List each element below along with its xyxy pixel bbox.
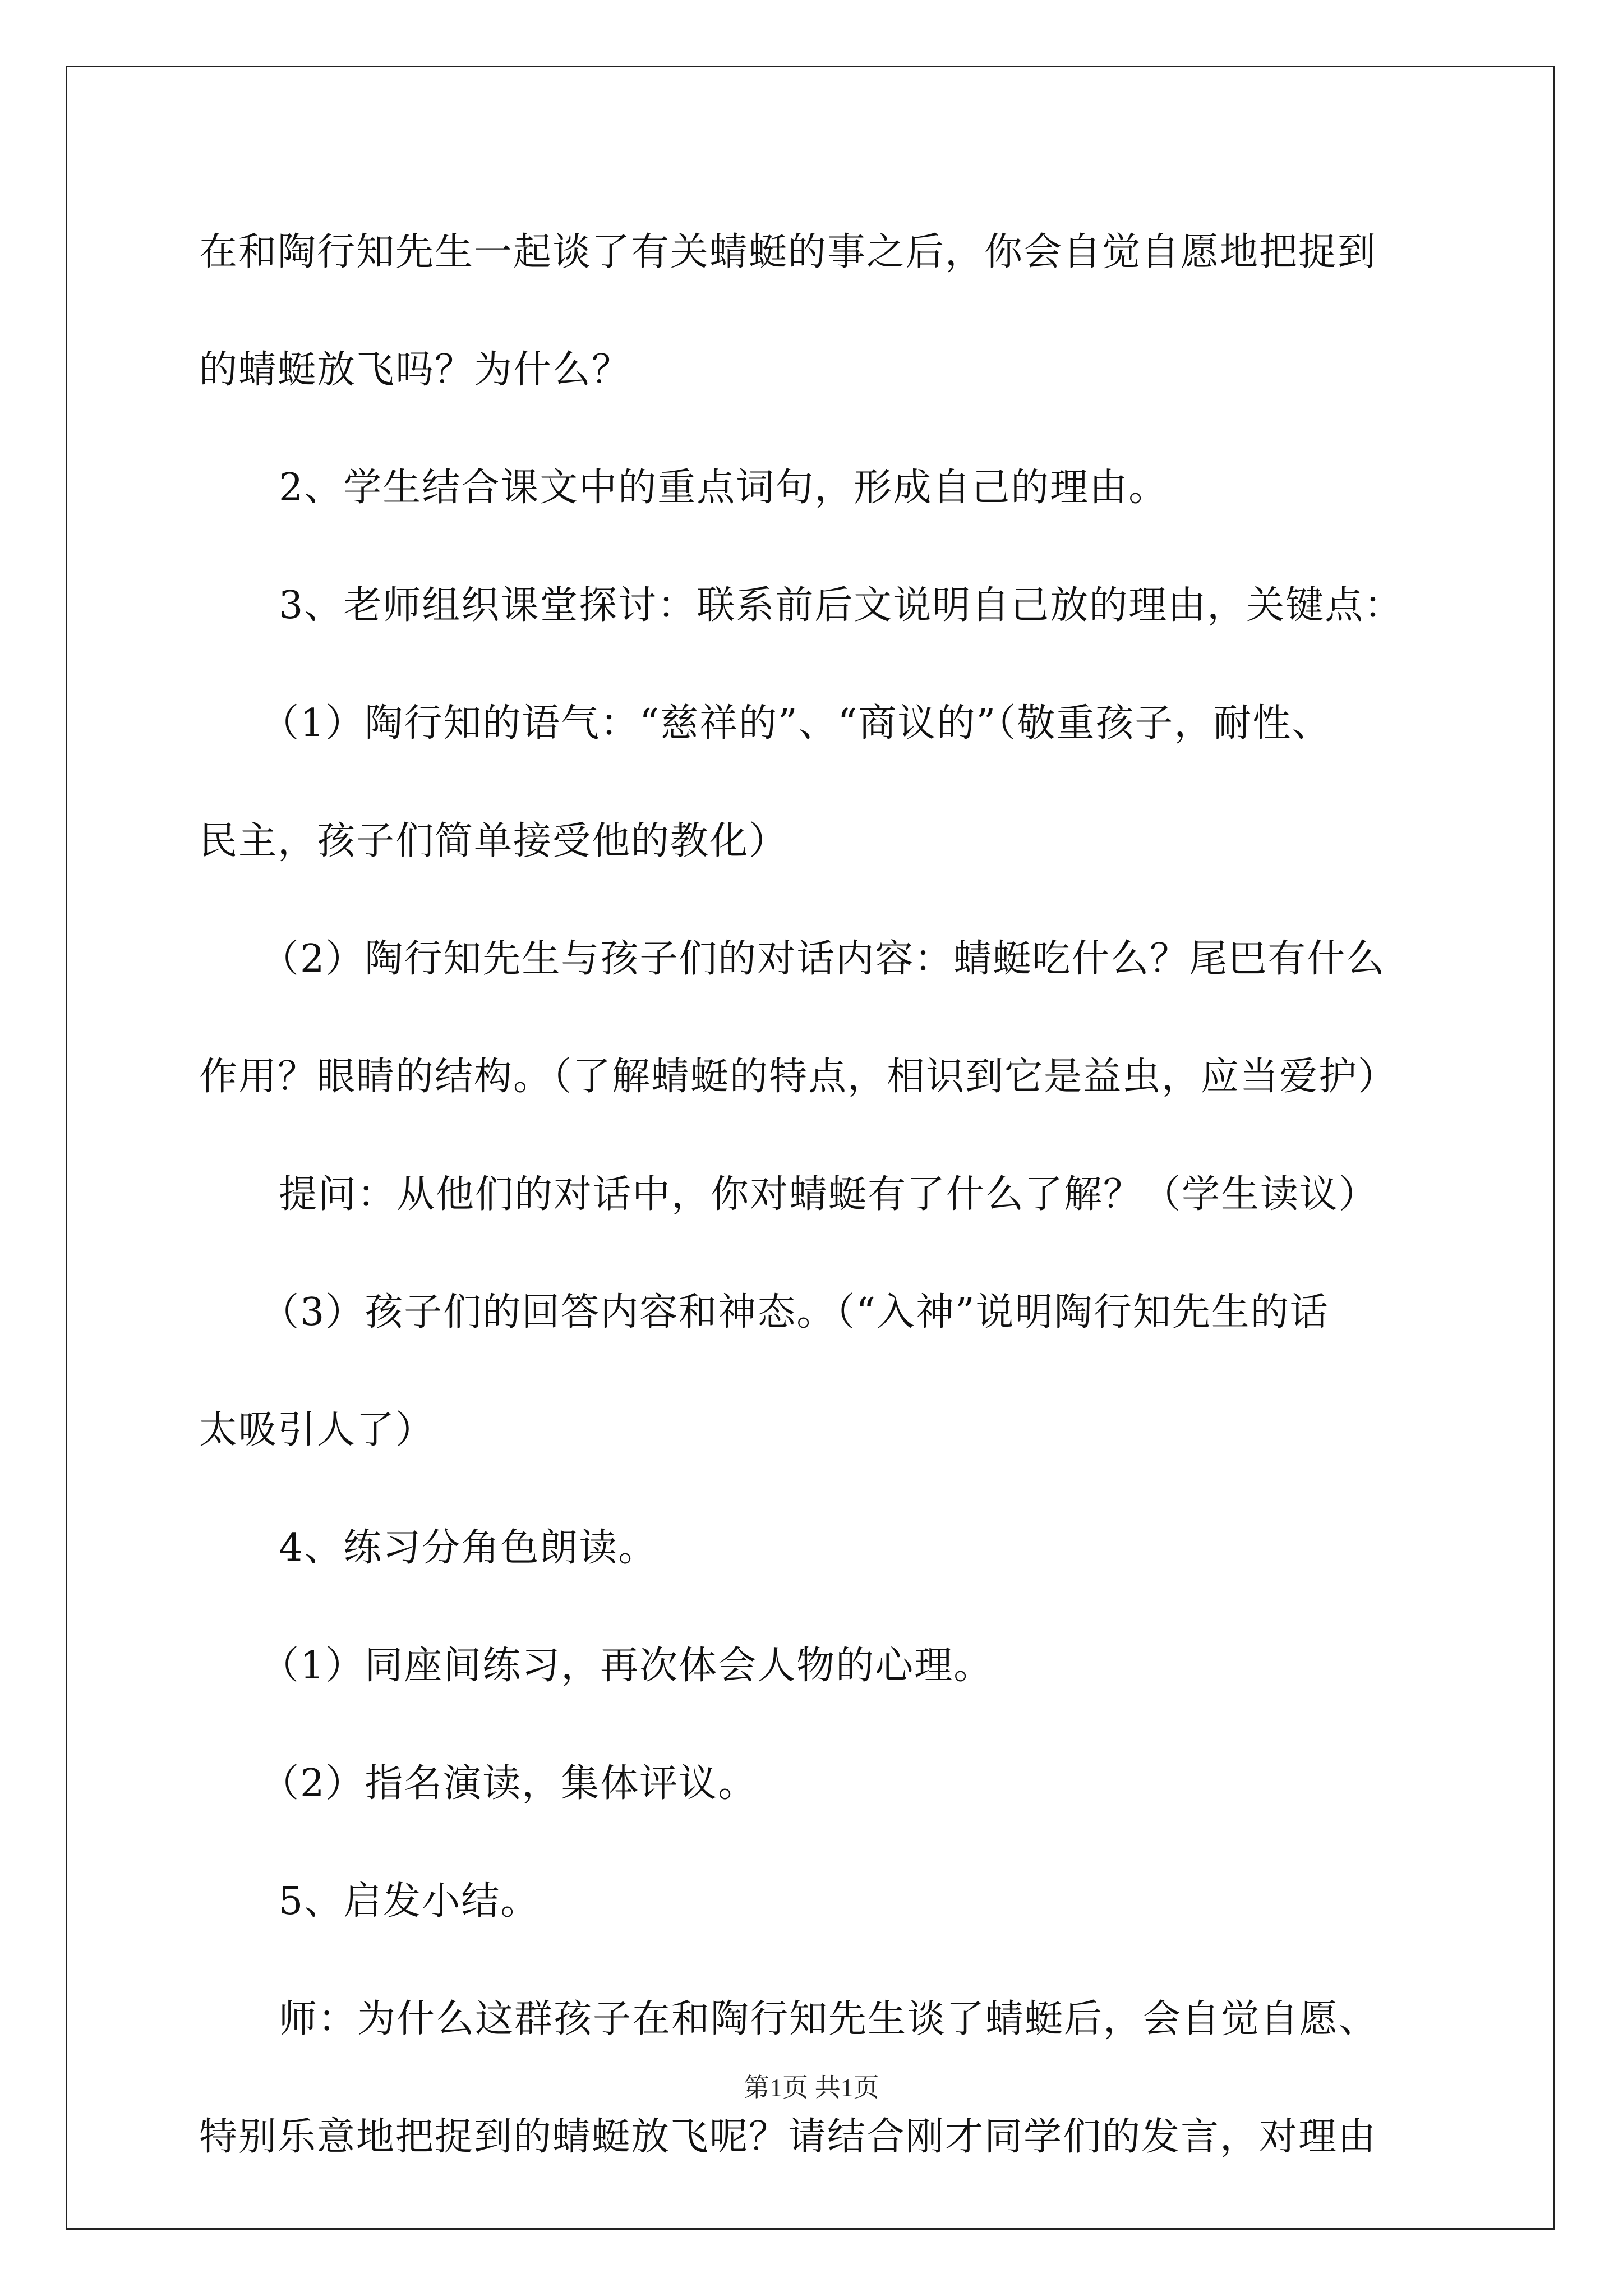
paragraph-line: 4、练习分角色朗读。	[279, 1526, 658, 1570]
paragraph-line: 师：为什么这群孩子在和陶行知先生谈了蜻蜓后，会自觉自愿、	[279, 1997, 1378, 2041]
paragraph-line: 2、学生结合课文中的重点词句，形成自己的理由。	[279, 466, 1168, 510]
paragraph-line: 的蜻蜓放飞吗？为什么？	[199, 348, 631, 392]
paragraph-line: 在和陶行知先生一起谈了有关蜻蜓的事之后，你会自觉自愿地把捉到	[199, 230, 1377, 274]
paragraph-line: 作用？眼睛的结构。（了解蜻蜓的特点，相识到它是益虫，应当爱护）	[199, 1055, 1398, 1099]
paragraph-line: 3、老师组织课堂探讨：联系前后文说明自己放的理由，关键点：	[279, 583, 1404, 628]
paragraph-line: （1）同座间练习，再次体会人物的心理。	[261, 1644, 993, 1688]
paragraph-line: （2）指名演读，集体评议。	[261, 1761, 758, 1806]
paragraph-line: 民主，孩子们简单接受他的教化）	[199, 819, 789, 863]
paragraph-line: 特别乐意地把捉到的蜻蜓放飞呢？请结合刚才同学们的发言，对理由	[199, 2115, 1377, 2159]
paragraph-line: 5、启发小结。	[279, 1879, 540, 1924]
paragraph-line: （3）孩子们的回答内容和神态。（“入神”说明陶行知先生的话	[261, 1290, 1329, 1335]
paragraph-line: （1）陶行知的语气：“慈祥的”、“商议的”（敬重孩子，耐性、	[261, 701, 1331, 746]
paragraph-line: 太吸引人了）	[199, 1408, 435, 1452]
paragraph-line: （2）陶行知先生与孩子们的对话内容：蜻蜓吃什么？尾巴有什么	[261, 937, 1386, 981]
document-body	[199, 210, 1433, 2213]
page-number-footer: 第1页 共1页	[744, 2073, 879, 2102]
paragraph-line: 提问：从他们的对话中，你对蜻蜓有了什么了解？（学生读议）	[279, 1172, 1378, 1217]
